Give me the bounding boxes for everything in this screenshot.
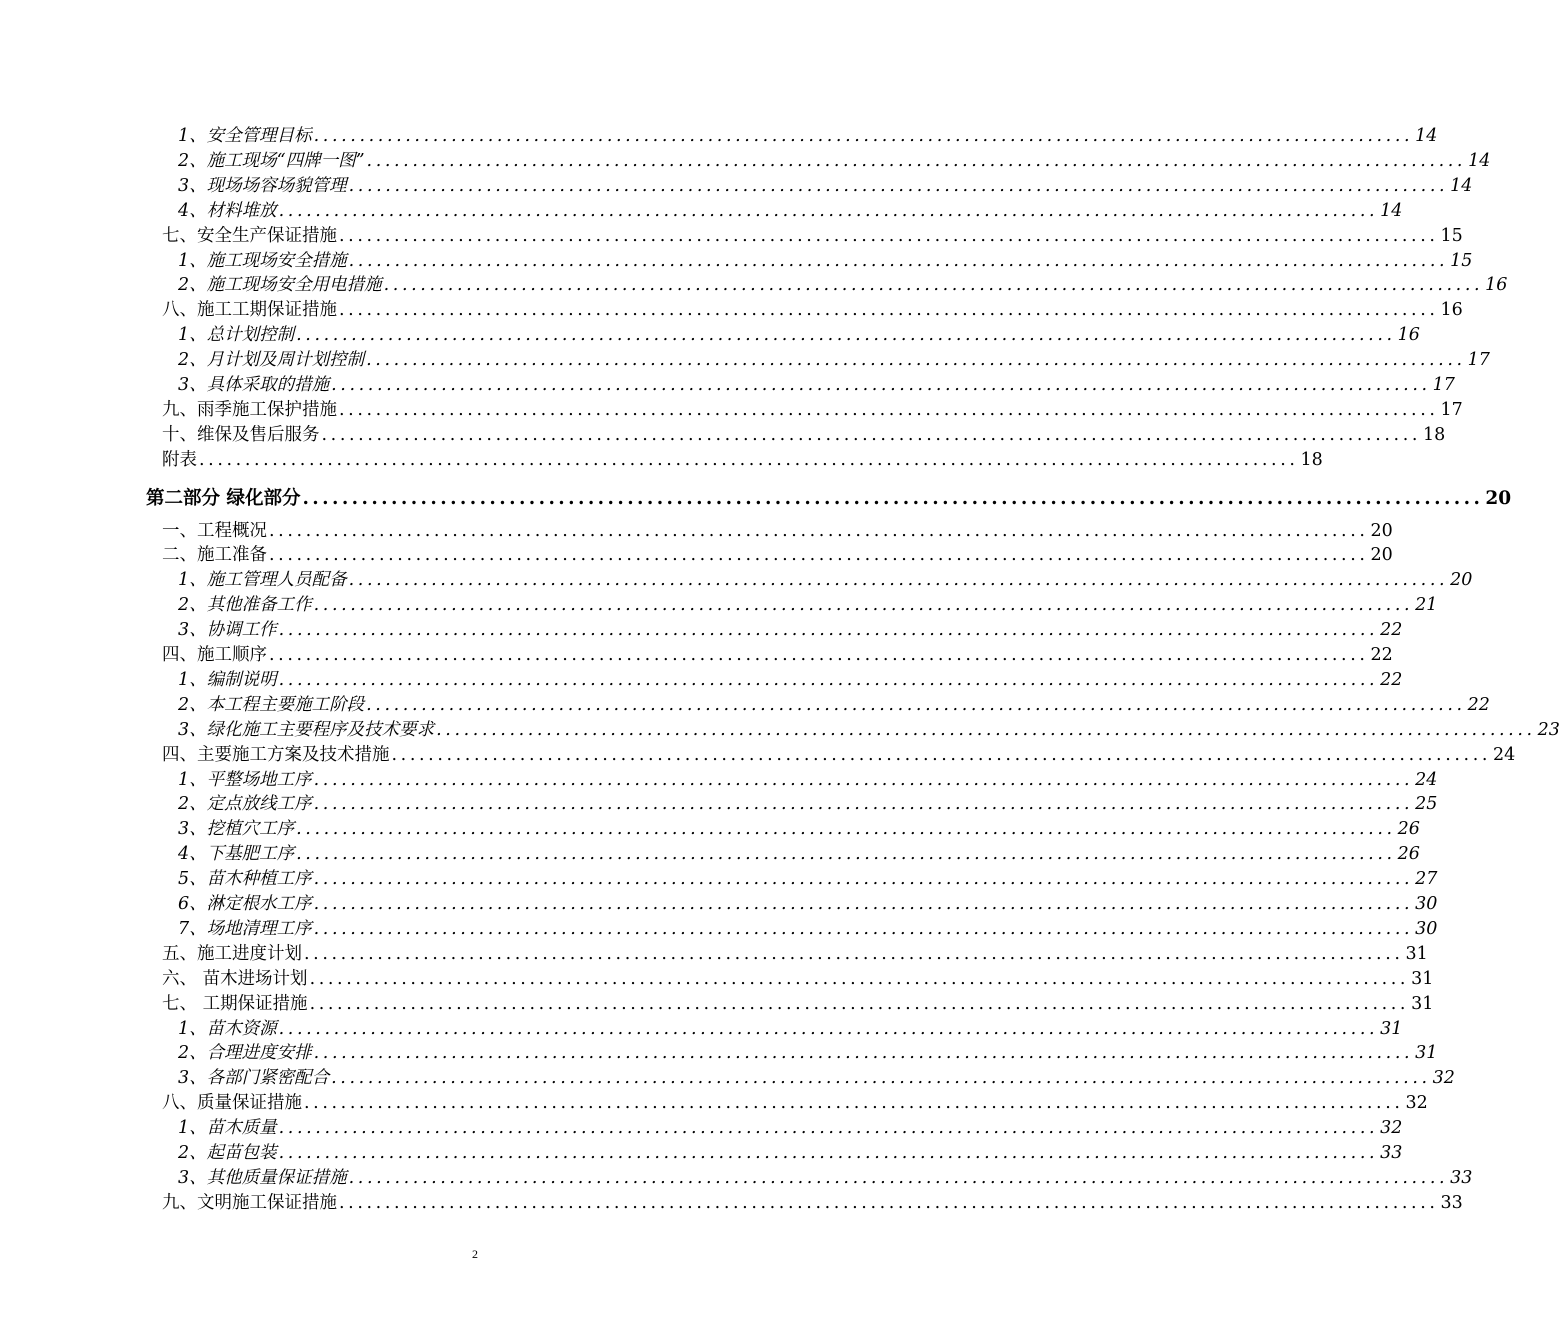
toc-leader-dots: ........................................................................................................................ [348, 570, 1449, 590]
toc-leader-dots: ........................................................................................................................ [331, 1068, 1431, 1088]
toc-entry-label: 5、苗木种植工序 [178, 869, 312, 889]
toc-entry-page: 30 [1415, 919, 1438, 939]
toc-entry[interactable] [178, 718, 1560, 743]
toc-entry[interactable] [178, 917, 1438, 942]
toc-entry-page: 17 [1467, 350, 1490, 370]
toc-entry[interactable] [162, 423, 1446, 448]
toc-leader-dots: ........................................................................................................................ [391, 745, 1492, 765]
toc-entry[interactable] [178, 1116, 1403, 1141]
toc-entry[interactable] [178, 273, 1508, 298]
toc-entry[interactable] [162, 543, 1393, 568]
toc-leader-dots: ........................................................................................................................ [321, 425, 1422, 445]
toc-leader-dots: ........................................................................................................................ [383, 275, 1484, 295]
toc-leader-dots: ........................................................................................................................ [278, 1019, 1379, 1039]
toc-leader-dots: ........................................................................................................................ [313, 1043, 1414, 1063]
toc-entry[interactable] [178, 149, 1491, 174]
toc-entry[interactable] [162, 743, 1516, 768]
toc-entry-label: 2、月计划及周计划控制 [178, 350, 365, 370]
toc-entry[interactable] [162, 224, 1463, 249]
toc-leader-dots: ........................................................................................................................ [313, 869, 1414, 889]
toc-entry-page: 14 [1468, 151, 1491, 171]
toc-entry-page: 16 [1440, 300, 1463, 320]
toc-entry-label: 3、挖植穴工序 [178, 819, 295, 839]
toc-entry-label: 3、各部门紧密配合 [178, 1068, 330, 1088]
toc-leader-dots: ........................................................................................................................ [278, 670, 1379, 690]
toc-entry-page: 32 [1432, 1068, 1455, 1088]
toc-entry[interactable] [162, 448, 1323, 473]
toc-entry[interactable] [178, 1041, 1438, 1066]
toc-entry-label: 1、施工现场安全措施 [178, 251, 347, 271]
toc-entry-label: 六、 苗木进场计划 [162, 969, 308, 989]
toc-entry[interactable] [178, 892, 1438, 917]
toc-entry-label: 1、编制说明 [178, 670, 277, 690]
toc-entry-page: 22 [1467, 695, 1490, 715]
toc-entry-page: 18 [1423, 425, 1446, 445]
toc-leader-dots: ........................................................................................................................ [199, 450, 1299, 470]
toc-leader-dots: ........................................................................................................................ [436, 720, 1536, 740]
toc-leader-dots: ........................................................................................................................ [366, 350, 1466, 370]
toc-entry-page: 31 [1405, 944, 1428, 964]
toc-entry-label: 四、主要施工方案及技术措施 [162, 745, 390, 765]
toc-entry-page: 30 [1415, 894, 1438, 914]
toc-entry[interactable] [162, 643, 1393, 668]
toc-entry[interactable] [162, 1091, 1428, 1116]
toc-leader-dots: ........................................................................................................................ [339, 300, 1439, 320]
toc-entry[interactable] [178, 668, 1403, 693]
toc-entry[interactable] [178, 323, 1420, 348]
toc-entry-label: 九、雨季施工保护措施 [162, 400, 337, 420]
toc-entry-page: 20 [1370, 521, 1393, 541]
toc-entry-page: 26 [1397, 844, 1420, 864]
toc-entry-page: 14 [1415, 126, 1438, 146]
toc-entry[interactable] [162, 992, 1434, 1017]
toc-entry[interactable] [178, 174, 1473, 199]
toc-leader-dots: ........................................................................................................................ [313, 770, 1414, 790]
toc-entry-label: 附表 [162, 450, 197, 470]
toc-leader-dots: ........................................................................................................................ [313, 126, 1414, 146]
toc-entry[interactable] [178, 768, 1438, 793]
toc-entry[interactable] [162, 398, 1463, 423]
toc-leader-dots: ........................................................................................................................ [269, 645, 1369, 665]
toc-entry[interactable] [178, 249, 1473, 274]
toc-entry-label: 八、质量保证措施 [162, 1093, 302, 1113]
toc-entry-page: 20 [1485, 488, 1512, 509]
toc-entry-label: 1、平整场地工序 [178, 770, 312, 790]
toc-entry-label: 九、文明施工保证措施 [162, 1193, 337, 1213]
toc-leader-dots: ........................................................................................................................ [366, 151, 1467, 171]
toc-entry-label: 1、施工管理人员配备 [178, 570, 347, 590]
toc-entry-label: 2、起苗包装 [178, 1143, 277, 1163]
toc-entry-label: 一、工程概况 [162, 521, 267, 541]
toc-entry-label: 2、其他准备工作 [178, 595, 312, 615]
toc-entry[interactable] [162, 298, 1463, 323]
toc-leader-dots: ........................................................................................................................ [309, 969, 1410, 989]
toc-entry[interactable] [178, 693, 1490, 718]
toc-entry-label: 二、施工准备 [162, 545, 267, 565]
toc-leader-dots: ........................................................................................................................ [339, 1193, 1439, 1213]
toc-entry-label: 2、施工现场安全用电措施 [178, 275, 382, 295]
toc-leader-dots: ........................................................................................................................ [348, 176, 1449, 196]
toc-leader-dots: ........................................................................................................................ [331, 375, 1431, 395]
toc-entry-page: 32 [1405, 1093, 1428, 1113]
toc-leader-dots: ........................................................................................................................ [348, 1168, 1449, 1188]
toc-entry-page: 20 [1450, 570, 1473, 590]
toc-entry[interactable] [146, 483, 1512, 511]
toc-leader-dots: ........................................................................................................................ [313, 894, 1414, 914]
toc-entry-label: 八、施工工期保证措施 [162, 300, 337, 320]
toc-entry-page: 31 [1415, 1043, 1438, 1063]
toc-entry-page: 16 [1397, 325, 1420, 345]
toc-entry-page: 21 [1415, 595, 1438, 615]
toc-entry-page: 27 [1415, 869, 1438, 889]
toc-entry[interactable] [178, 867, 1438, 892]
toc-entry-label: 6、淋定根水工序 [178, 894, 312, 914]
page-number: 2 [472, 1247, 478, 1261]
toc-entry[interactable] [178, 593, 1438, 618]
toc-entry-label: 4、下基肥工序 [178, 844, 295, 864]
toc-entry-page: 22 [1370, 645, 1393, 665]
toc-entry-label: 3、绿化施工主要程序及技术要求 [178, 720, 435, 740]
toc-entry[interactable] [178, 1066, 1455, 1091]
toc-entry-page: 31 [1380, 1019, 1403, 1039]
toc-entry[interactable] [178, 1141, 1403, 1166]
toc-entry-page: 24 [1493, 745, 1516, 765]
toc-entry-page: 22 [1380, 670, 1403, 690]
toc-entry-label: 7、场地清理工序 [178, 919, 312, 939]
toc-entry-page: 22 [1380, 620, 1403, 640]
toc-entry-page: 14 [1450, 176, 1473, 196]
toc-leader-dots: ........................................................................................................................ [302, 488, 1484, 509]
toc-entry[interactable] [178, 792, 1438, 817]
toc-entry[interactable] [178, 124, 1438, 149]
toc-entry-label: 3、具体采取的措施 [178, 375, 330, 395]
toc-leader-dots: ........................................................................................................................ [309, 994, 1410, 1014]
toc-leader-dots: ........................................................................................................................ [269, 545, 1369, 565]
toc-entry-page: 15 [1440, 226, 1463, 246]
toc-entry[interactable] [178, 348, 1490, 373]
toc-leader-dots: ........................................................................................................................ [278, 201, 1379, 221]
toc-entry[interactable] [178, 1017, 1403, 1042]
toc-leader-dots: ........................................................................................................................ [304, 944, 1404, 964]
toc-entry[interactable] [178, 568, 1473, 593]
toc-entry-page: 33 [1380, 1143, 1403, 1163]
toc-entry[interactable] [178, 199, 1403, 224]
toc-leader-dots: ........................................................................................................................ [296, 844, 1396, 864]
toc-entry-label: 1、苗木资源 [178, 1019, 277, 1039]
toc-entry[interactable] [162, 519, 1393, 544]
toc-entry-label: 1、苗木质量 [178, 1118, 277, 1138]
toc-leader-dots: ........................................................................................................................ [313, 794, 1414, 814]
toc-entry-label: 2、合理进度安排 [178, 1043, 312, 1063]
toc-entry-page: 17 [1432, 375, 1455, 395]
toc-leader-dots: ........................................................................................................................ [313, 595, 1414, 615]
toc-leader-dots: ........................................................................................................................ [296, 819, 1396, 839]
toc-leader-dots: ........................................................................................................................ [278, 620, 1379, 640]
toc-entry[interactable] [162, 1191, 1463, 1216]
toc-entry[interactable] [178, 373, 1455, 398]
toc-entry-page: 15 [1450, 251, 1473, 271]
toc-leader-dots: ........................................................................................................................ [339, 226, 1439, 246]
toc-entry-page: 26 [1397, 819, 1420, 839]
toc-entry-page: 25 [1415, 794, 1438, 814]
toc-entry-label: 3、协调工作 [178, 620, 277, 640]
toc-entry-label: 4、材料堆放 [178, 201, 277, 221]
toc-entry-page: 16 [1485, 275, 1508, 295]
toc-leader-dots: ........................................................................................................................ [278, 1118, 1379, 1138]
toc-entry-label: 3、现场场容场貌管理 [178, 176, 347, 196]
toc-entry-label: 1、总计划控制 [178, 325, 295, 345]
toc-entry-page: 31 [1411, 969, 1434, 989]
toc-entry[interactable] [178, 1166, 1473, 1191]
toc-leader-dots: ........................................................................................................................ [339, 400, 1439, 420]
toc-entry-page: 33 [1440, 1193, 1463, 1213]
toc-leader-dots: ........................................................................................................................ [296, 325, 1396, 345]
toc-entry-page: 20 [1370, 545, 1393, 565]
toc-entry-label: 七、 工期保证措施 [162, 994, 308, 1014]
toc-entry[interactable] [162, 967, 1434, 992]
toc-entry-page: 31 [1411, 994, 1434, 1014]
toc-entry-label: 四、施工顺序 [162, 645, 267, 665]
toc-entry-page: 33 [1450, 1168, 1473, 1188]
toc-entry-label: 十、维保及售后服务 [162, 425, 320, 445]
toc-leader-dots: ........................................................................................................................ [366, 695, 1466, 715]
toc-entry[interactable] [178, 618, 1403, 643]
toc-entry-page: 32 [1380, 1118, 1403, 1138]
toc-entry-label: 2、本工程主要施工阶段 [178, 695, 365, 715]
toc-entry-label: 2、施工现场“四牌一图” [178, 151, 365, 171]
toc-entry-page: 14 [1380, 201, 1403, 221]
toc-entry-page: 18 [1300, 450, 1323, 470]
toc-leader-dots: ........................................................................................................................ [278, 1143, 1379, 1163]
toc-entry-label: 五、施工进度计划 [162, 944, 302, 964]
toc-entry-label: 第二部分 绿化部分 [146, 488, 301, 509]
toc-leader-dots: ........................................................................................................................ [269, 521, 1369, 541]
toc-entry-label: 3、其他质量保证措施 [178, 1168, 347, 1188]
toc-entry-label: 1、安全管理目标 [178, 126, 312, 146]
toc-entry-label: 2、定点放线工序 [178, 794, 312, 814]
toc-entry[interactable] [162, 942, 1428, 967]
toc-entry-label: 七、安全生产保证措施 [162, 226, 337, 246]
toc-leader-dots: ........................................................................................................................ [348, 251, 1449, 271]
toc-entry[interactable] [178, 842, 1420, 867]
toc-entry[interactable] [178, 817, 1420, 842]
toc-entry-page: 23 [1537, 720, 1560, 740]
toc-entry-page: 17 [1440, 400, 1463, 420]
toc-entry-page: 24 [1415, 770, 1438, 790]
toc-leader-dots: ........................................................................................................................ [313, 919, 1414, 939]
toc-leader-dots: ........................................................................................................................ [304, 1093, 1404, 1113]
